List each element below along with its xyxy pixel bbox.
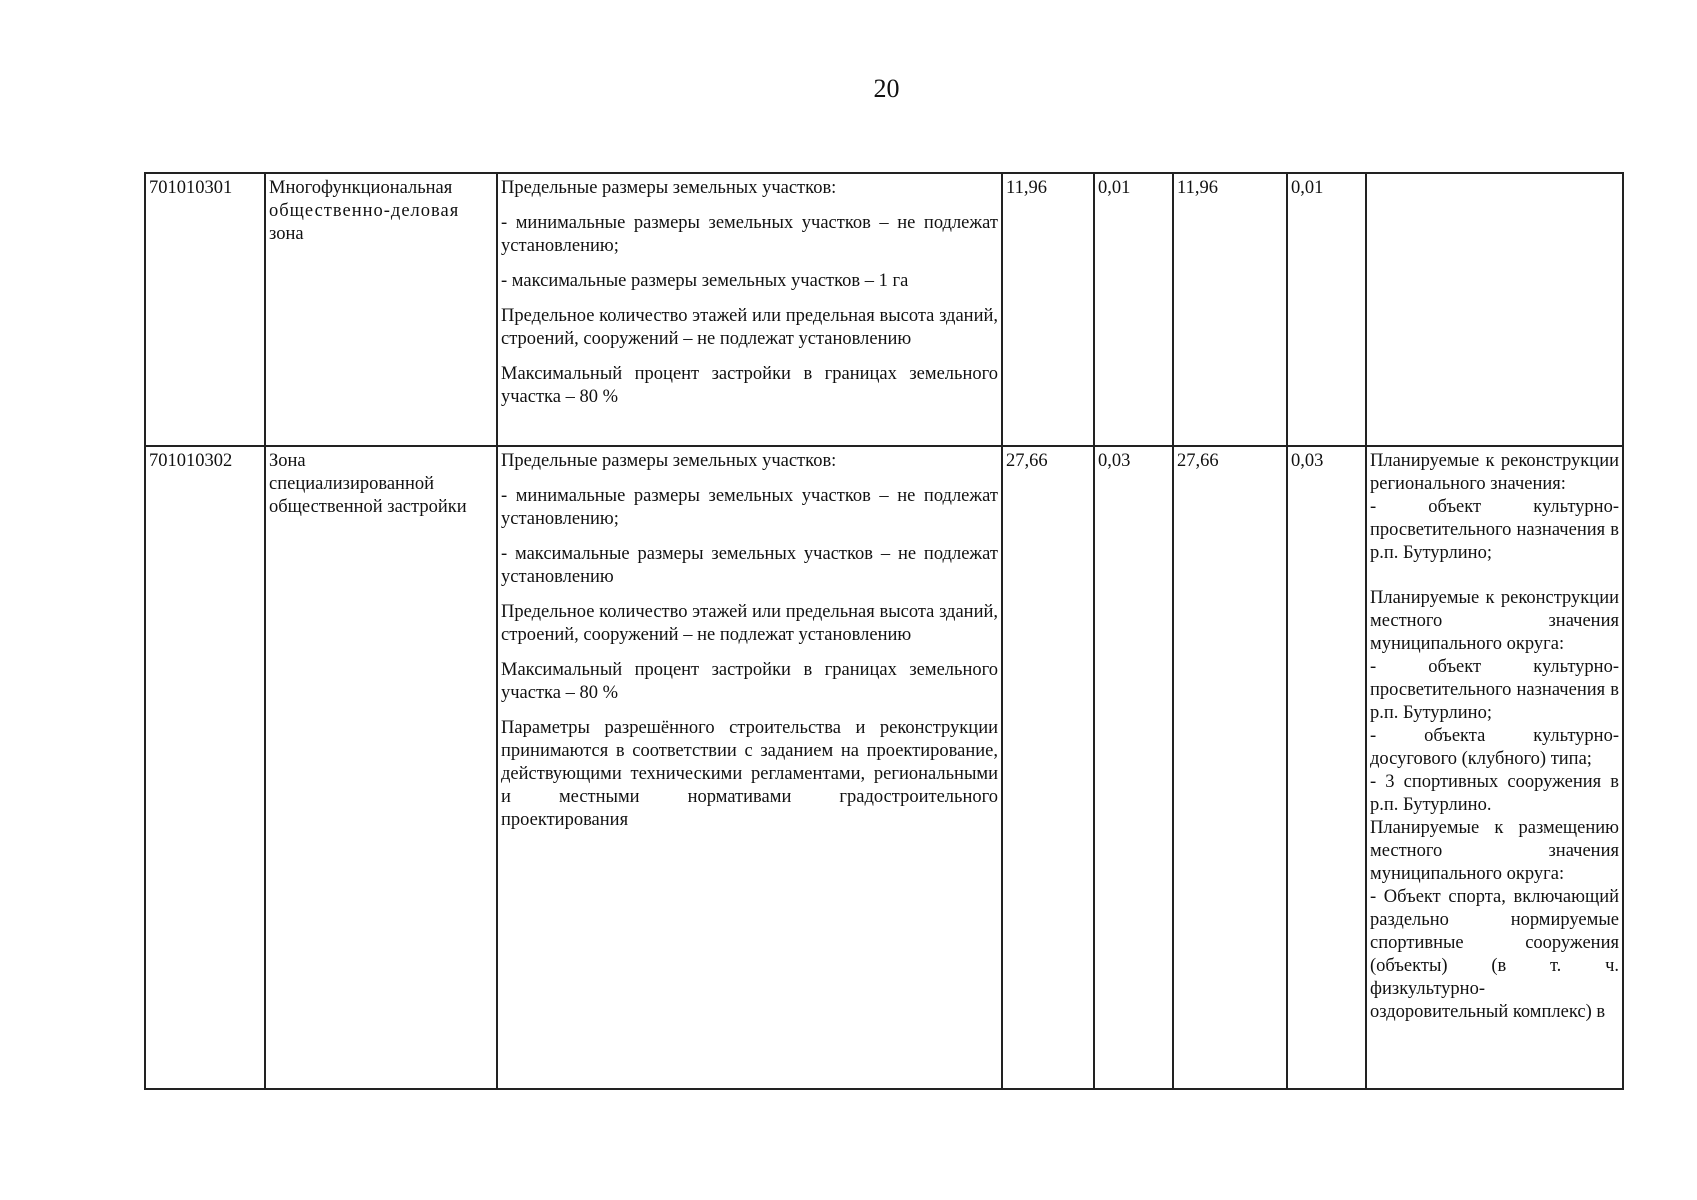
zone-name-line: зона [269,224,304,244]
planned-objects-cell [1366,446,1623,1089]
parameter-text: Предельные размеры земельных участков: [501,451,837,471]
zone-parameters [497,173,1002,446]
parameter-text: Предельное количество этажей или предельная высота зданий, строений, сооружений – не подлежат установлению [501,602,998,645]
zone-name-line: Многофункциональная [269,178,453,198]
table-row [145,446,1623,1089]
planned-objects-spacer [1370,565,1619,587]
value-cell: 0,03 [1094,446,1173,1089]
parameter-text: Предельные размеры земельных участков: [501,178,837,198]
zone-name [265,173,497,446]
value-cell: 27,66 [1173,446,1287,1089]
zone-name [265,446,497,1089]
parameter-text: Максимальный процент застройки в границах земельного участка – 80 % [501,364,998,407]
parameter-text: - минимальные размеры земельных участков – не подлежат установлению; [501,486,998,529]
parameter-text: - максимальные размеры земельных участков – 1 га [501,271,909,291]
zone-name-line: общественно-деловая [269,201,460,221]
zone-name-line: специализированной [269,474,434,494]
value-cell: 0,03 [1287,446,1366,1089]
page-number: 20 [873,74,900,103]
planned-objects-text: Планируемые к реконструкции регионального значения: [1370,451,1619,494]
parameter-text: Предельное количество этажей или предельная высота зданий, строений, сооружений – не подлежат установлению [501,306,998,349]
planned-objects-text: Планируемые к реконструкции местного значения муниципального округа: [1370,588,1619,654]
zones-table [144,172,1624,1090]
parameter-text: - максимальные размеры земельных участков – не подлежат установлению [501,544,998,587]
value-cell: 11,96 [1002,173,1094,446]
planned-objects-text: - объекта культурно-досугового (клубного) типа; [1370,726,1619,769]
value-cell: 27,66 [1002,446,1094,1089]
parameter-text: - минимальные размеры земельных участков – не подлежат установлению; [501,213,998,256]
parameter-text: Максимальный процент застройки в границах земельного участка – 80 % [501,660,998,703]
planned-objects-text: - Объект спорта, включающий раздельно нормируемые спортивные сооружения (объекты) (в т. ч. физкультурно-оздоровительный комплекс) в [1370,887,1619,1022]
planned-objects-text: - объект культурно-просветительного назначения в р.п. Бутурлино; [1370,657,1619,723]
zone-name-line: Зона [269,451,306,471]
planned-objects-text: Планируемые к размещению местного значения муниципального округа: [1370,818,1619,884]
planned-objects-text: - объект культурно-просветительного назначения в р.п. Бутурлино; [1370,497,1619,563]
planned-objects-cell [1366,173,1623,446]
value-cell: 11,96 [1173,173,1287,446]
zone-name-line: общественной застройки [269,497,467,517]
value-cell: 0,01 [1094,173,1173,446]
table-row [145,173,1623,446]
parameter-text: Параметры разрешённого строительства и реконструкции принимаются в соответствии с заданием на проектирование, действующими техническими регламентами, региональными и местными нормативами градостроительного проектирования [501,718,998,830]
zone-code: 701010301 [145,173,265,446]
zone-parameters [497,446,1002,1089]
value-cell: 0,01 [1287,173,1366,446]
planned-objects-text: - 3 спортивных сооружения в р.п. Бутурлино. [1370,772,1619,815]
zone-code: 701010302 [145,446,265,1089]
